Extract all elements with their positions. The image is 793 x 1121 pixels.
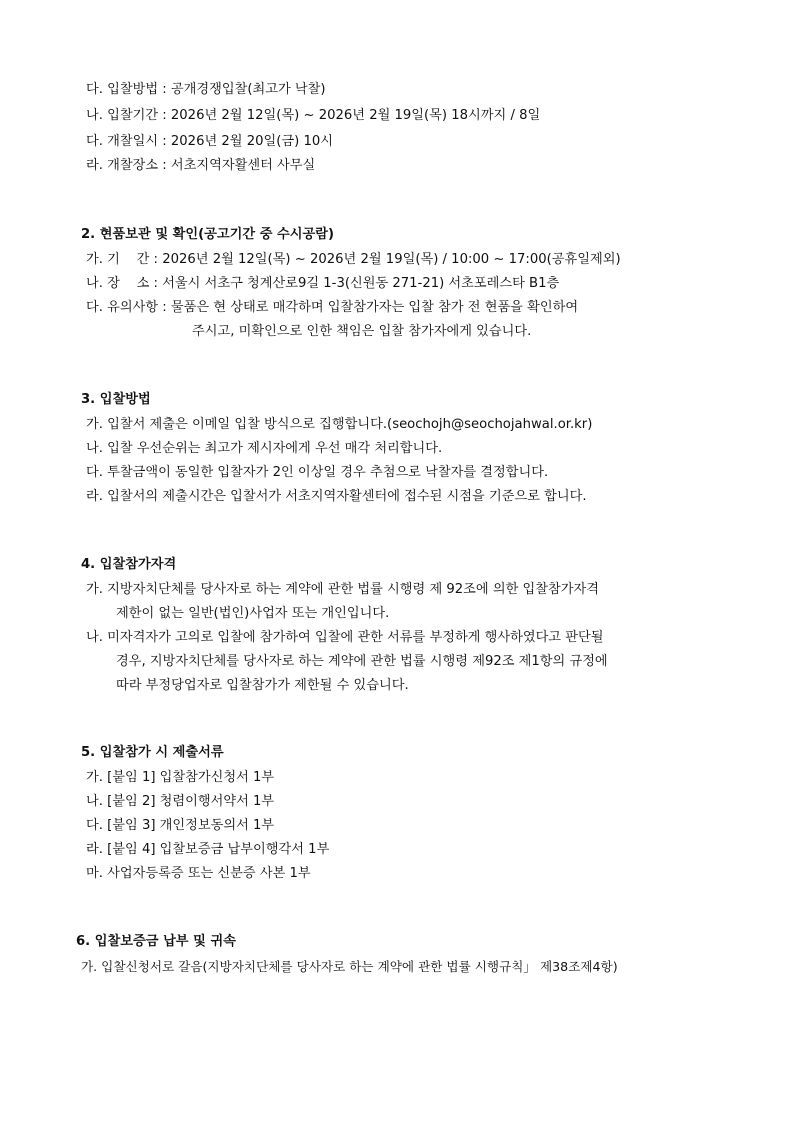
section5-item-5: 마. 사업자등록증 또는 신분증 사본 1부	[86, 866, 311, 881]
section6-line-1: 가. 입찰신청서로 갈음(지방자치단체를 당사자로 하는 계약에 관한 법률 시행규칙」 제38조제4항)	[81, 959, 618, 974]
section2-period-line: 가. 기 간 : 2026년 2월 12일(목) ~ 2026년 2월 19일(목) / 10:00 ~ 17:00(공휴일제외)	[86, 252, 621, 267]
section5-title: 5. 입찰참가 시 제출서류	[81, 745, 224, 760]
opening-place-line: 라. 개찰장소 : 서초지역자활센터 사무실	[86, 158, 316, 173]
section4-title: 4. 입찰참가자격	[81, 557, 177, 572]
section3-line-4: 라. 입찰서의 제출시간은 입찰서가 서초지역자활센터에 접수된 시점을 기준으로 합니다.	[86, 489, 587, 504]
bid-method-line: 다. 입찰방법 : 공개경쟁입찰(최고가 낙찰)	[86, 82, 326, 97]
section5-item-3: 다. [붙임 3] 개인정보동의서 1부	[86, 818, 275, 833]
opening-datetime-line: 다. 개찰일시 : 2026년 2월 20일(금) 10시	[86, 134, 333, 149]
section5-item-1: 가. [붙임 1] 입찰참가신청서 1부	[86, 770, 275, 785]
section5-item-2: 나. [붙임 2] 청렴이행서약서 1부	[86, 794, 275, 809]
section2-notice-line: 다. 유의사항 : 물품은 현 상태로 매각하며 입찰참가자는 입찰 참가 전 현품을 확인하여	[86, 300, 579, 315]
section4-line-2: 나. 미자격자가 고의로 입찰에 참가하여 입찰에 관한 서류를 부정하게 행사하였다고 판단될	[86, 630, 604, 645]
section5-item-4: 라. [붙임 4] 입찰보증금 납부이행각서 1부	[86, 842, 330, 857]
bid-period-line: 나. 입찰기간 : 2026년 2월 12일(목) ~ 2026년 2월 19일(목) 18시까지 / 8일	[86, 108, 541, 123]
section4-line-2-continued: 경우, 지방자치단체를 당사자로 하는 계약에 관한 법률 시행령 제92조 제1항의 규정에	[116, 654, 608, 669]
section3-title: 3. 입찰방법	[81, 392, 151, 407]
section3-line-1: 가. 입찰서 제출은 이메일 입찰 방식으로 집행합니다.(seochojh@seochojahwal.or.kr)	[86, 417, 593, 432]
section6-title: 6. 입찰보증금 납부 및 귀속	[76, 934, 236, 949]
section4-line-1: 가. 지방자치단체를 당사자로 하는 계약에 관한 법률 시행령 제 92조에 의한 입찰참가자격	[86, 582, 599, 597]
section3-line-3: 다. 투찰금액이 동일한 입찰자가 2인 이상일 경우 추첨으로 낙찰자를 결정합니다.	[86, 465, 549, 480]
section2-notice-continued: 주시고, 미확인으로 인한 책임은 입찰 참가자에게 있습니다.	[192, 324, 532, 339]
section3-line-2: 나. 입찰 우선순위는 최고가 제시자에게 우선 매각 처리합니다.	[86, 441, 443, 456]
section4-line-2-end: 따라 부정당업자로 입찰참가가 제한될 수 있습니다.	[116, 678, 409, 693]
section4-line-1-continued: 제한이 없는 일반(법인)사업자 또는 개인입니다.	[116, 606, 390, 621]
section2-title: 2. 현품보관 및 확인(공고기간 중 수시공람)	[81, 227, 335, 242]
section2-place-line: 나. 장 소 : 서울시 서초구 청계산로9길 1-3(신원동 271-21) 서초포레스타 B1층	[86, 276, 560, 291]
